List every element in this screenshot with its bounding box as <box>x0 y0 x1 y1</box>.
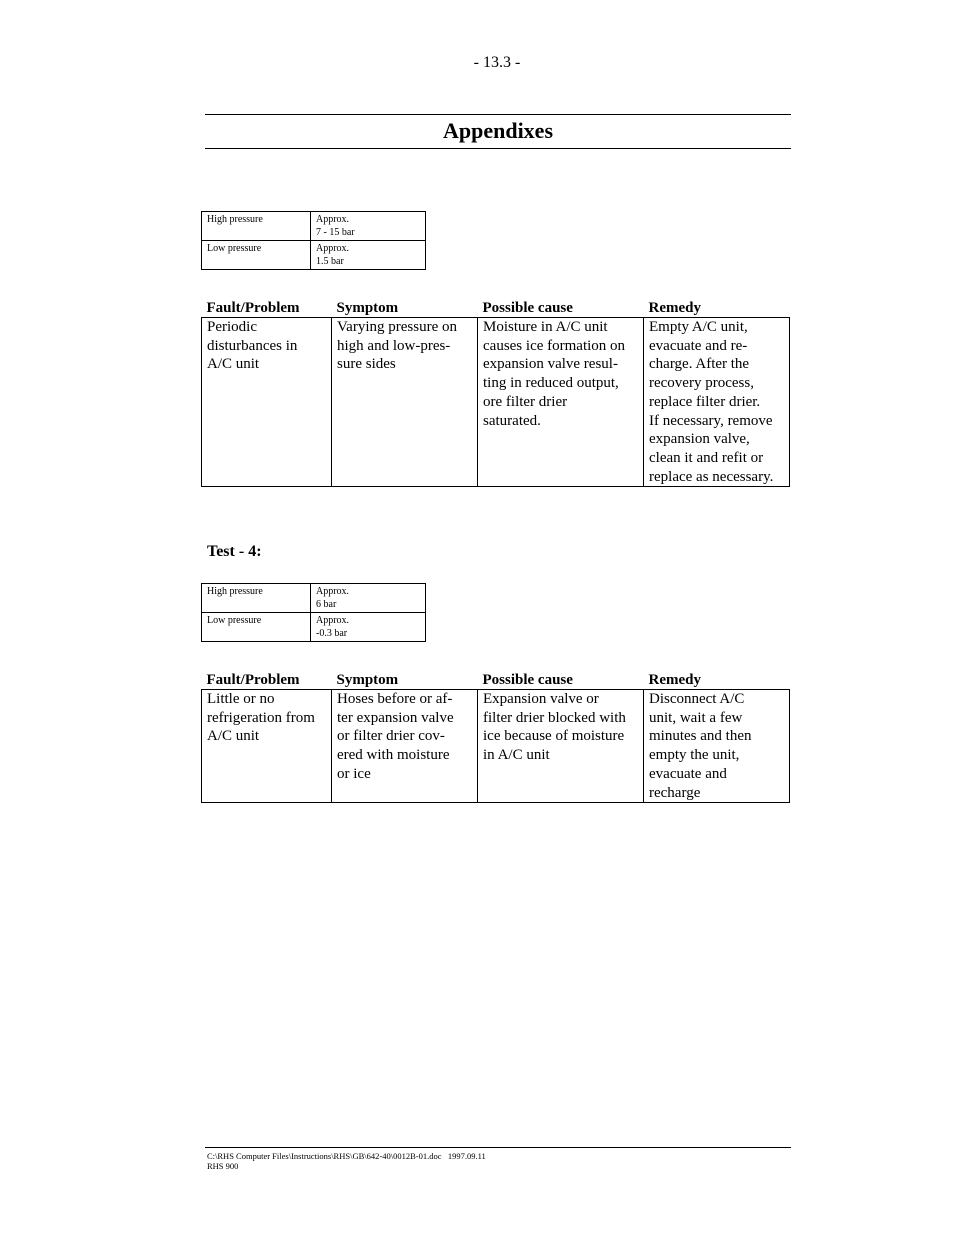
header-cause: Possible cause <box>482 672 573 688</box>
footer-line-1 <box>207 1151 486 1161</box>
cell-line: minutes and then <box>649 728 752 745</box>
test-heading: Test - 4: <box>207 543 262 560</box>
header-remedy: Remedy <box>648 300 701 316</box>
header-remedy: Remedy <box>648 672 701 688</box>
cell-line: ter expansion valve <box>337 709 454 726</box>
cell-cause <box>478 690 644 803</box>
fault-table-header <box>202 669 790 690</box>
page-title: Appendixes <box>442 118 554 143</box>
cell-line: Moisture in A/C unit <box>483 319 608 335</box>
title-top-rule <box>205 114 791 115</box>
cell-remedy <box>644 690 790 803</box>
header-fault: Fault/Problem <box>206 300 300 316</box>
pressure-table-1 <box>201 211 426 270</box>
cell-line: Varying pressure on <box>337 319 457 335</box>
pressure-value <box>311 584 426 613</box>
footer <box>207 1151 486 1171</box>
cell-fault <box>202 690 332 803</box>
cell-line: disturbances in <box>207 337 298 354</box>
header-symptom: Symptom <box>336 672 399 688</box>
cell-line: ting in reduced output, <box>483 375 619 392</box>
cell-line: high and low-pres- <box>337 337 451 354</box>
cell-line: Empty A/C unit, <box>649 319 748 335</box>
footer-rule <box>205 1147 791 1148</box>
fault-table-row <box>202 690 790 803</box>
pressure-value <box>311 212 426 241</box>
cell-line: unit, wait a few <box>649 709 743 726</box>
cell-line: Disconnect A/C <box>649 691 745 707</box>
pressure-label: High pressure <box>202 584 311 613</box>
footer-path: C:\RHS Computer Files\Instructions\RHS\GB\642-40\0012B-01.doc <box>207 1151 442 1161</box>
pressure-value-line1: Approx. <box>316 615 350 626</box>
fault-table-1 <box>201 297 790 487</box>
cell-line: ore filter drier <box>483 393 568 410</box>
footer-product: RHS 900 <box>207 1161 239 1171</box>
cell-line: ered with moisture <box>337 747 450 764</box>
cell-line: expansion valve, <box>649 431 750 448</box>
pressure-value <box>311 241 426 270</box>
cell-line: A/C unit <box>207 356 260 373</box>
header-cause: Possible cause <box>482 300 573 316</box>
pressure-value <box>311 613 426 642</box>
cell-line: Hoses before or af- <box>337 691 453 707</box>
cell-line: If necessary, remove <box>649 412 773 429</box>
cell-line: filter drier blocked with <box>483 709 626 726</box>
cell-line: ice because of moisture <box>483 728 625 745</box>
pressure-value-line2: 1.5 bar <box>316 256 344 267</box>
pressure-label: Low pressure <box>202 241 311 270</box>
cell-line: evacuate and re- <box>649 337 748 354</box>
pressure-value-line2: 7 - 15 bar <box>316 227 355 238</box>
cell-line: in A/C unit <box>483 747 550 764</box>
cell-line: Little or no <box>207 691 275 707</box>
pressure-row-low <box>202 613 426 642</box>
fault-table-row <box>202 318 790 487</box>
cell-line: A/C unit <box>207 728 260 745</box>
pressure-value-line2: -0.3 bar <box>316 628 348 639</box>
cell-line: sure sides <box>337 356 396 373</box>
header-symptom: Symptom <box>336 300 399 316</box>
cell-remedy <box>644 318 790 487</box>
cell-symptom <box>332 690 478 803</box>
pressure-row-high <box>202 212 426 241</box>
cell-line: replace as necessary. <box>649 468 774 485</box>
cell-line: Periodic <box>207 319 257 335</box>
cell-line: causes ice formation on <box>483 337 626 354</box>
cell-line: or filter drier cov- <box>337 728 445 745</box>
cell-line: Expansion valve or <box>483 691 599 707</box>
cell-line: saturated. <box>483 412 541 429</box>
pressure-label: High pressure <box>202 212 311 241</box>
pressure-value-line2: 6 bar <box>316 599 337 610</box>
pressure-value-line1: Approx. <box>316 586 350 597</box>
footer-date: 1997.09.11 <box>447 1151 486 1161</box>
pressure-table-2 <box>201 583 426 642</box>
cell-line: recharge <box>649 784 701 801</box>
fault-table-2 <box>201 669 790 803</box>
cell-cause <box>478 318 644 487</box>
cell-symptom <box>332 318 478 487</box>
cell-line: refrigeration from <box>207 709 315 726</box>
pressure-value-line1: Approx. <box>316 243 350 254</box>
cell-line: recovery process, <box>649 375 754 392</box>
pressure-label: Low pressure <box>202 613 311 642</box>
cell-line: expansion valve resul- <box>483 356 618 373</box>
fault-table-header <box>202 297 790 318</box>
page-number: - 13.3 - <box>473 54 521 71</box>
pressure-value-line1: Approx. <box>316 214 350 225</box>
cell-line: empty the unit, <box>649 747 740 764</box>
header-fault: Fault/Problem <box>206 672 300 688</box>
cell-line: evacuate and <box>649 765 727 782</box>
cell-fault <box>202 318 332 487</box>
title-bottom-rule <box>205 148 791 149</box>
pressure-row-high <box>202 584 426 613</box>
cell-line: charge. After the <box>649 356 750 373</box>
cell-line: clean it and refit or <box>649 449 764 466</box>
cell-line: or ice <box>337 765 371 782</box>
cell-line: replace filter drier. <box>649 393 761 410</box>
pressure-row-low <box>202 241 426 270</box>
